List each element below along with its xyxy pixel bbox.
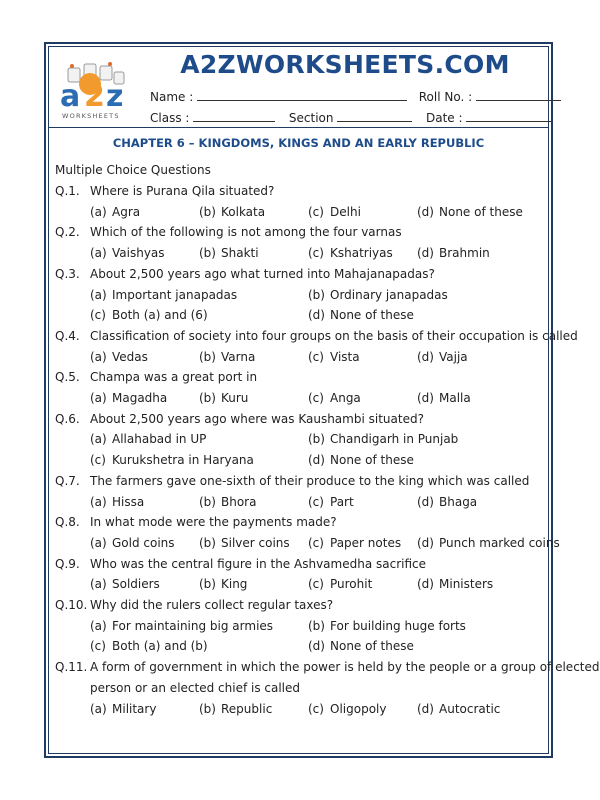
option-text: Kolkata bbox=[221, 204, 266, 219]
option-label: (b) bbox=[308, 618, 325, 633]
option-label: (c) bbox=[308, 246, 324, 261]
option-c[interactable] bbox=[308, 246, 393, 260]
option-text: Republic bbox=[221, 701, 273, 716]
question-number: Q.8. bbox=[55, 515, 80, 530]
option-text: Varna bbox=[221, 349, 256, 364]
option-label: (c) bbox=[90, 453, 106, 468]
option-label: (a) bbox=[90, 577, 107, 592]
option-label: (b) bbox=[199, 246, 216, 261]
option-label: (c) bbox=[308, 204, 324, 219]
option-d[interactable] bbox=[417, 495, 477, 509]
option-b[interactable] bbox=[199, 205, 265, 219]
option-b[interactable] bbox=[199, 536, 290, 550]
option-text: Shakti bbox=[221, 246, 259, 261]
option-text: Part bbox=[330, 494, 354, 509]
option-b[interactable] bbox=[199, 577, 247, 591]
option-label: (a) bbox=[90, 618, 107, 633]
option-b[interactable] bbox=[199, 702, 272, 716]
option-text: Purohit bbox=[330, 577, 373, 592]
option-text: Brahmin bbox=[439, 246, 490, 261]
option-c[interactable] bbox=[308, 391, 361, 405]
option-text: None of these bbox=[439, 204, 523, 219]
question-number: Q.7. bbox=[55, 473, 80, 488]
option-text: Gold coins bbox=[112, 535, 175, 550]
option-label: (c) bbox=[90, 639, 106, 654]
option-a[interactable] bbox=[90, 432, 206, 446]
date-label: Date : bbox=[426, 111, 463, 125]
question-text: About 2,500 years ago where was Kaushambi situated? bbox=[90, 411, 424, 426]
option-a[interactable] bbox=[90, 391, 167, 405]
option-b[interactable] bbox=[199, 350, 255, 364]
option-text: Kurukshetra in Haryana bbox=[112, 453, 254, 468]
option-text: Vista bbox=[330, 349, 360, 364]
option-text: None of these bbox=[330, 308, 414, 323]
option-text: Kshatriyas bbox=[330, 246, 393, 261]
option-d[interactable] bbox=[417, 702, 500, 716]
option-b[interactable] bbox=[199, 391, 248, 405]
option-c[interactable] bbox=[308, 350, 360, 364]
option-text: Ministers bbox=[439, 577, 494, 592]
option-text: Oligopoly bbox=[330, 701, 387, 716]
svg-text:2: 2 bbox=[84, 79, 105, 114]
option-label: (b) bbox=[199, 204, 216, 219]
question-text: In what mode were the payments made? bbox=[90, 515, 337, 530]
option-a[interactable] bbox=[90, 288, 237, 302]
option-label: (d) bbox=[417, 577, 434, 592]
option-label: (a) bbox=[90, 287, 107, 302]
option-text: For building huge forts bbox=[330, 618, 466, 633]
option-label: (d) bbox=[417, 246, 434, 261]
option-label: (a) bbox=[90, 701, 107, 716]
option-label: (c) bbox=[308, 349, 324, 364]
option-text: Ordinary janapadas bbox=[330, 287, 448, 302]
option-label: (c) bbox=[308, 494, 324, 509]
option-label: (c) bbox=[308, 535, 324, 550]
option-c[interactable] bbox=[308, 577, 372, 591]
logo-subtext: WORKSHEETS bbox=[62, 112, 120, 120]
option-b[interactable] bbox=[308, 619, 466, 633]
option-d[interactable] bbox=[417, 205, 523, 219]
question-text: Who was the central figure in the Ashvamedha sacrifice bbox=[90, 556, 426, 571]
option-label: (d) bbox=[417, 391, 434, 405]
option-a[interactable] bbox=[90, 702, 156, 716]
site-title: A2ZWORKSHEETS.COM bbox=[180, 50, 510, 79]
section-title: Multiple Choice Questions bbox=[55, 163, 211, 177]
option-text: None of these bbox=[330, 639, 414, 654]
question-number: Q.1. bbox=[55, 184, 80, 198]
question-text: Where is Purana Qila situated? bbox=[90, 184, 275, 198]
option-a[interactable] bbox=[90, 619, 273, 633]
question-text: A form of government in which the power is held by the people or a group of elected bbox=[90, 660, 600, 675]
option-d[interactable] bbox=[308, 308, 414, 322]
option-label: (a) bbox=[90, 246, 107, 261]
option-label: (d) bbox=[417, 494, 434, 509]
question-number: Q.3. bbox=[55, 266, 80, 281]
option-c[interactable] bbox=[308, 205, 361, 219]
option-d[interactable] bbox=[417, 246, 490, 260]
option-d[interactable] bbox=[308, 639, 414, 653]
option-a[interactable] bbox=[90, 350, 148, 364]
question-number: Q.4. bbox=[55, 328, 80, 343]
option-text: Soldiers bbox=[112, 577, 160, 592]
question-number: Q.6. bbox=[55, 411, 80, 426]
option-label: (d) bbox=[417, 204, 434, 219]
svg-text:a: a bbox=[60, 79, 81, 114]
name-label: Name : bbox=[150, 90, 194, 104]
option-c[interactable] bbox=[308, 536, 401, 550]
option-label: (c) bbox=[90, 308, 106, 323]
option-label: (a) bbox=[90, 349, 107, 364]
option-label: (a) bbox=[90, 204, 107, 219]
option-text: Anga bbox=[330, 391, 361, 405]
option-label: (d) bbox=[308, 453, 325, 468]
option-text: None of these bbox=[330, 453, 414, 468]
option-label: (b) bbox=[199, 535, 216, 550]
option-b[interactable] bbox=[308, 288, 448, 302]
chapter-title: CHAPTER 6 – KINGDOMS, KINGS AND AN EARLY REPUBLIC bbox=[112, 136, 485, 150]
option-a[interactable] bbox=[90, 205, 140, 219]
option-text: Both (a) and (6) bbox=[112, 308, 208, 323]
option-a[interactable] bbox=[90, 246, 165, 260]
option-label: (d) bbox=[308, 639, 325, 654]
option-d[interactable] bbox=[417, 391, 471, 405]
option-text: Agra bbox=[112, 204, 141, 219]
question-text: The farmers gave one-sixth of their produce to the king which was called bbox=[90, 473, 530, 488]
section-label: Section bbox=[288, 111, 334, 125]
option-label: (a) bbox=[90, 494, 107, 509]
option-label: (b) bbox=[199, 391, 216, 405]
option-d[interactable] bbox=[308, 453, 414, 467]
option-text: Hissa bbox=[112, 494, 145, 509]
option-label: (a) bbox=[90, 391, 107, 405]
option-text: Allahabad in UP bbox=[112, 432, 207, 447]
option-label: (c) bbox=[308, 391, 324, 405]
option-label: (b) bbox=[199, 349, 216, 364]
question-number: Q.2. bbox=[55, 225, 80, 240]
option-text: Important janapadas bbox=[112, 287, 238, 302]
option-text: Autocratic bbox=[439, 701, 501, 716]
option-b[interactable] bbox=[308, 432, 458, 446]
option-text: Bhaga bbox=[439, 494, 478, 509]
option-label: (b) bbox=[199, 701, 216, 716]
option-label: (c) bbox=[308, 577, 324, 592]
option-c[interactable] bbox=[90, 308, 208, 322]
question-number: Q.5. bbox=[55, 370, 80, 385]
option-label: (d) bbox=[308, 308, 325, 323]
option-b[interactable] bbox=[199, 246, 259, 260]
option-label: (b) bbox=[199, 494, 216, 509]
question-number: Q.10. bbox=[55, 598, 88, 612]
option-label: (b) bbox=[308, 432, 325, 447]
option-text: Vaishyas bbox=[112, 246, 165, 261]
option-text: Military bbox=[112, 701, 157, 716]
option-text: Malla bbox=[439, 391, 471, 405]
option-text: Silver coins bbox=[221, 535, 290, 550]
question-text: Which of the following is not among the four varnas bbox=[90, 225, 402, 240]
question-number: Q.11. bbox=[55, 660, 88, 675]
option-text: Vajja bbox=[439, 349, 468, 364]
question-list: Q.1. Where is Purana Qila situated? (a) Agra (b) Kolkata (c) Delhi (d) None of these Q.2. Which of the following is not among the four varnas (a) Vaishyas (b) Shakti (c) Kshatriyas (d) Brahmin Q.3. About 2,500 years ago what turned into Mahajanapadas? (a) Important janapadas (b) Ordinary janapadas (c) Both (a) and (6) (d) None of these Q.4. Classification of society into four groups on the basis of their occupation is called (a) Vedas (b) Varna (c) Vista (d) Vajja Q.5. Champa was a great port in (a) Magadha (b) Kuru (c) Anga (d) Malla Q.6. About 2,500 years ago where was Kaushambi situated? (a) Allahabad in UP (b) Chandigarh in Punjab (c) Kurukshetra in Haryana (d) None of these Q.7. The farmers gave one-sixth of their produce to the king which was called (a) Hissa (b) Bhora (c) Part (d) Bhaga Q.8. In what mode were the payments made? (a) Gold coins (b) Silver coins (c) Paper notes (d) Punch marked coins Q.9. Who was the central figure in the Ashvamedha sacrifice (a) Soldiers (b) King (c) Purohit (d) Ministers Q.10. Why did the rulers collect regular taxes? (a) For maintaining big armies (b) For building huge forts (c) Both (a) and (b) (d) None of these Q.11. A form of government in which the power is held by the people or a group of elected person or an elected chief is called (a) Military (b) Republic (c) Oligopoly (d) Autocratic bbox=[55, 184, 600, 716]
option-a[interactable] bbox=[90, 536, 175, 550]
option-label: (b) bbox=[308, 287, 325, 302]
option-d[interactable] bbox=[417, 536, 560, 550]
rollno-label: Roll No. : bbox=[418, 90, 473, 104]
option-label: (a) bbox=[90, 432, 107, 447]
option-text: Chandigarh in Punjab bbox=[330, 432, 459, 447]
option-text: Delhi bbox=[330, 204, 361, 219]
option-label: (d) bbox=[417, 701, 434, 716]
option-label: (d) bbox=[417, 535, 434, 550]
option-text: Magadha bbox=[112, 391, 168, 405]
option-c[interactable] bbox=[90, 639, 208, 653]
option-label: (b) bbox=[199, 577, 216, 592]
question-text: Classification of society into four groups on the basis of their occupation is called bbox=[90, 328, 578, 343]
option-c[interactable] bbox=[90, 453, 254, 467]
option-label: (c) bbox=[308, 701, 324, 716]
option-c[interactable] bbox=[308, 495, 354, 509]
option-text: Paper notes bbox=[330, 535, 402, 550]
option-text: Vedas bbox=[112, 349, 148, 364]
question-number: Q.9. bbox=[55, 556, 80, 571]
option-label: (d) bbox=[417, 349, 434, 364]
option-text: For maintaining big armies bbox=[112, 618, 274, 633]
option-text: King bbox=[221, 577, 248, 592]
option-d[interactable] bbox=[417, 577, 493, 591]
option-text: Both (a) and (b) bbox=[112, 639, 208, 654]
option-c[interactable] bbox=[308, 702, 386, 716]
option-d[interactable] bbox=[417, 350, 468, 364]
option-a[interactable] bbox=[90, 495, 144, 509]
option-b[interactable] bbox=[199, 495, 256, 509]
option-a[interactable] bbox=[90, 577, 160, 591]
question-text: About 2,500 years ago what turned into Mahajanapadas? bbox=[90, 266, 435, 281]
option-text: Kuru bbox=[221, 391, 249, 405]
option-text: Bhora bbox=[221, 494, 257, 509]
class-label: Class : bbox=[150, 111, 190, 125]
question-text: Champa was a great port in bbox=[90, 370, 258, 385]
svg-text:z: z bbox=[106, 79, 124, 114]
question-text: Why did the rulers collect regular taxes? bbox=[90, 598, 334, 612]
option-label: (a) bbox=[90, 535, 107, 550]
option-text: Punch marked coins bbox=[439, 535, 560, 550]
